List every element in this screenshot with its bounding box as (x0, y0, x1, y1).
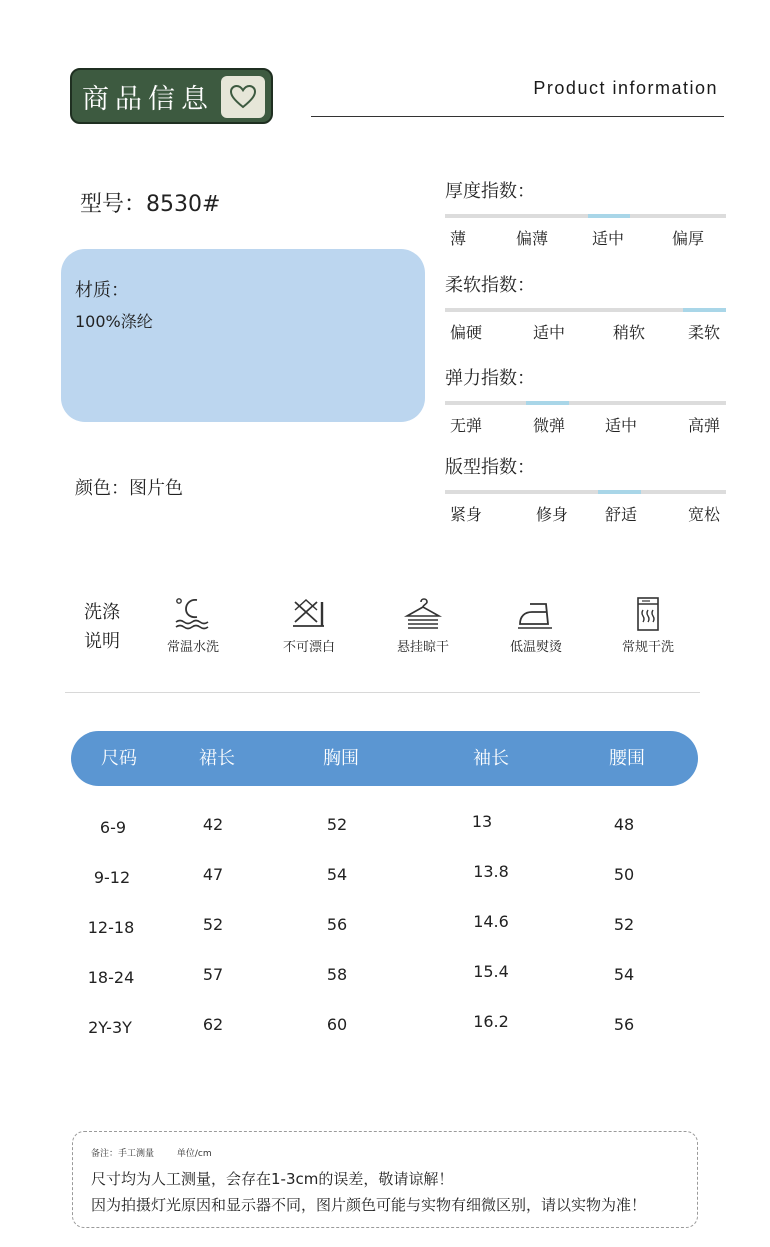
table-cell: 13.8 (473, 862, 509, 881)
index-highlight (683, 308, 726, 312)
index-bar (445, 490, 726, 494)
elasticity-index (445, 364, 726, 444)
page-subtitle: Product information (533, 78, 718, 98)
wash-item (598, 596, 698, 655)
table-cell: 15.4 (473, 962, 509, 981)
index-option: 宽松 (688, 505, 721, 524)
index-title: 弹力指数： (445, 368, 535, 389)
index-highlight (526, 401, 569, 405)
wash-item-label: 低温熨烫 (509, 640, 562, 655)
page-title: 商品信息 (82, 83, 214, 115)
wash-item-label: 悬挂晾干 (396, 640, 449, 655)
index-option: 适中 (605, 416, 638, 435)
washing-label-line: 洗涤 (84, 602, 120, 623)
index-option: 稍软 (613, 323, 646, 342)
index-option: 适中 (592, 229, 625, 248)
index-option: 高弹 (688, 416, 721, 435)
table-cell: 18-24 (87, 968, 135, 987)
model-number: 型号：8530# (80, 192, 221, 217)
table-cell: 52 (326, 815, 348, 834)
table-cell: 6-9 (99, 818, 127, 837)
table-cell: 14.6 (473, 912, 509, 931)
wash-item (373, 596, 473, 655)
color-info: 颜色：图片色 (75, 478, 183, 499)
low-iron-icon (516, 596, 556, 632)
index-highlight (588, 214, 630, 218)
note-line: 尺寸均为人工测量，会存在1-3cm的误差，敬请谅解！ (91, 1170, 454, 1188)
note-unit: 单位/cm (176, 1149, 212, 1159)
wash-item (259, 596, 359, 655)
wash-item-label: 常规干洗 (621, 640, 674, 655)
table-cell: 2Y-3Y (88, 1018, 132, 1037)
index-option: 修身 (536, 505, 569, 524)
heart-box (221, 76, 265, 118)
table-cell: 57 (202, 965, 224, 984)
index-title: 厚度指数： (445, 181, 535, 202)
column-header: 袖长 (473, 748, 509, 769)
note-line: 因为拍摄灯光原因和显示器不同，图片颜色可能与实物有细微区别，请以实物为准！ (91, 1196, 647, 1214)
wash-item-label: 常温水洗 (166, 640, 219, 655)
table-cell: 9-12 (93, 868, 131, 887)
index-option: 薄 (450, 229, 467, 248)
table-cell: 12-18 (87, 918, 135, 937)
index-option: 偏薄 (516, 229, 549, 248)
wash-item-label: 不可漂白 (282, 640, 335, 655)
table-cell: 47 (202, 865, 224, 884)
index-option: 无弹 (450, 416, 483, 435)
material-value: 100%涤纶 (75, 312, 153, 331)
table-cell: 48 (613, 815, 635, 834)
note-measure-method: 备注：手工测量 (91, 1149, 155, 1159)
hang-dry-icon (403, 596, 443, 632)
column-header: 腰围 (609, 748, 645, 769)
table-cell: 56 (326, 915, 348, 934)
material-label: 材质： (75, 280, 129, 301)
table-cell: 52 (613, 915, 635, 934)
index-title: 柔软指数： (445, 275, 535, 296)
index-option: 柔软 (688, 323, 721, 342)
index-bar (445, 401, 726, 405)
table-cell: 16.2 (473, 1012, 509, 1031)
column-header: 裙长 (199, 748, 235, 769)
table-cell: 60 (326, 1015, 348, 1034)
table-cell: 42 (202, 815, 224, 834)
table-cell: 50 (613, 865, 635, 884)
softness-index (445, 271, 726, 351)
index-bar (445, 308, 726, 312)
index-option: 微弹 (533, 416, 566, 435)
header-divider (311, 116, 724, 117)
column-header: 胸围 (323, 748, 359, 769)
table-cell: 54 (326, 865, 348, 884)
heart-icon (229, 84, 257, 110)
table-cell: 62 (202, 1015, 224, 1034)
section-divider (65, 692, 700, 693)
no-bleach-icon (289, 596, 329, 632)
index-bar (445, 214, 726, 218)
column-header: 尺码 (101, 748, 137, 769)
table-cell: 13 (471, 812, 493, 831)
index-option: 适中 (533, 323, 566, 342)
index-option: 紧身 (450, 505, 483, 524)
index-option: 偏厚 (672, 229, 705, 248)
index-title: 版型指数： (445, 457, 535, 478)
table-cell: 56 (613, 1015, 635, 1034)
table-cell: 58 (326, 965, 348, 984)
fit-index (445, 453, 726, 533)
wash-item (143, 596, 243, 655)
warm-water-wash-icon (173, 596, 213, 632)
table-cell: 54 (613, 965, 635, 984)
thickness-index (445, 177, 726, 257)
table-cell: 52 (202, 915, 224, 934)
washing-label (84, 598, 120, 656)
note-box (72, 1131, 698, 1228)
size-table-header (71, 731, 698, 786)
index-option: 舒适 (605, 505, 638, 524)
index-highlight (598, 490, 641, 494)
note-header (91, 1146, 212, 1159)
washing-label-line: 说明 (84, 631, 120, 652)
index-option: 偏硬 (450, 323, 483, 342)
wash-item (486, 596, 586, 655)
dry-clean-icon (628, 596, 668, 632)
title-badge (70, 68, 273, 124)
material-box (61, 249, 425, 422)
